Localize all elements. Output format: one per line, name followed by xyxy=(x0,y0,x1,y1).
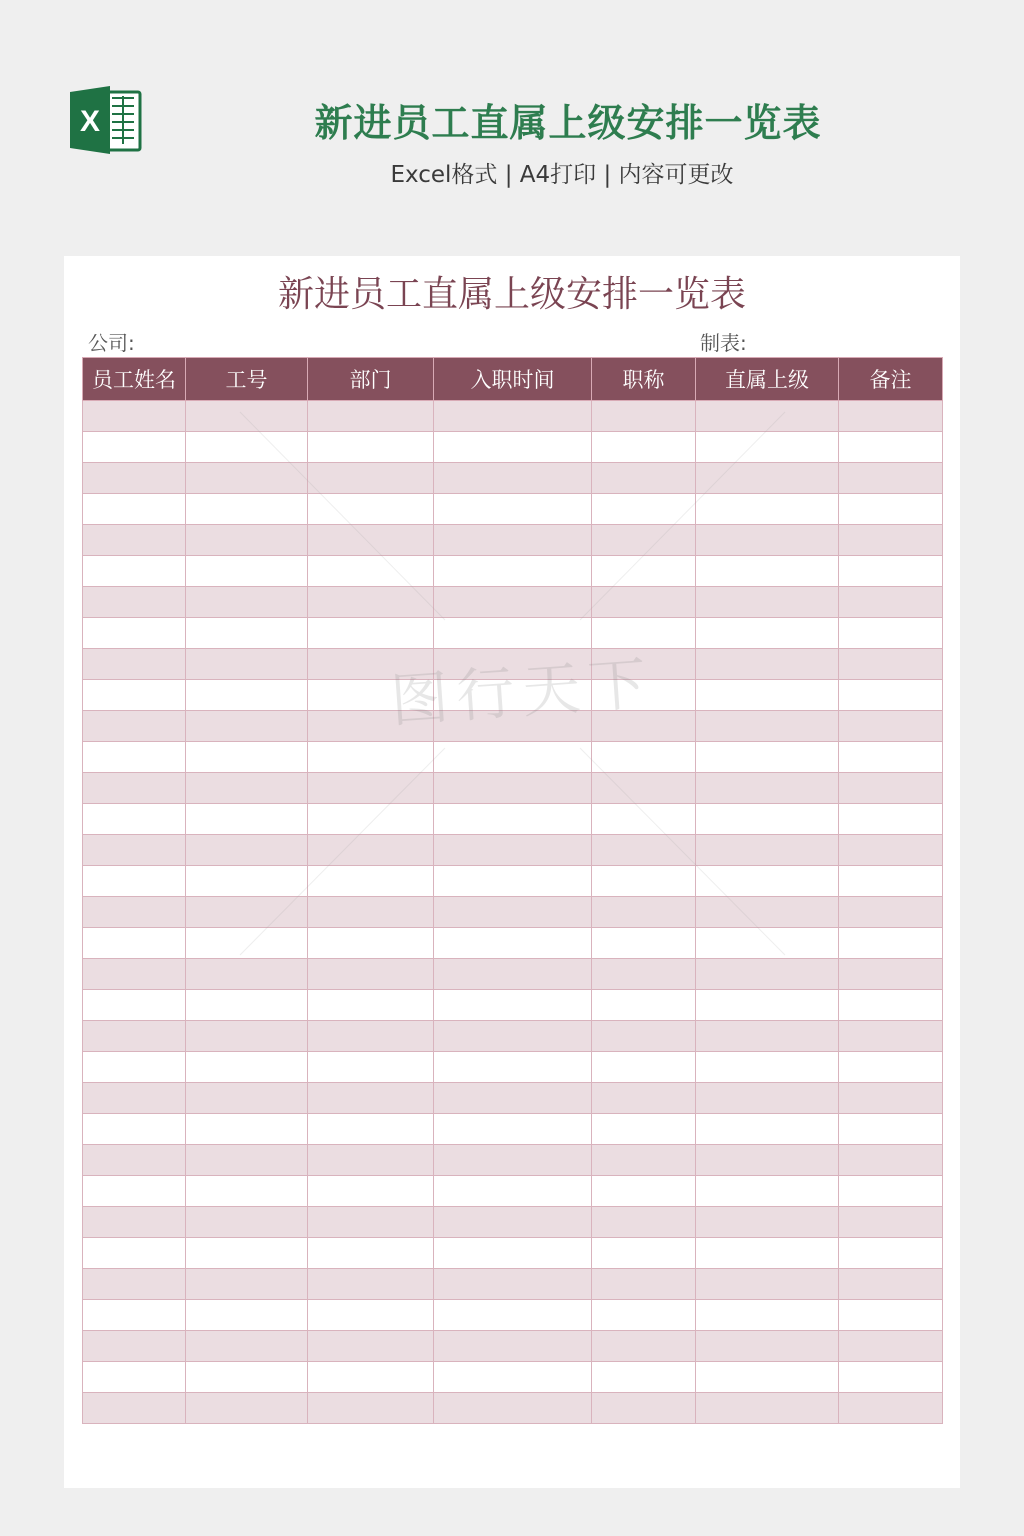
table-cell[interactable] xyxy=(696,1362,839,1393)
table-cell[interactable] xyxy=(839,432,943,463)
table-cell[interactable] xyxy=(434,959,592,990)
table-cell[interactable] xyxy=(839,680,943,711)
table-cell[interactable] xyxy=(696,835,839,866)
table-cell[interactable] xyxy=(83,711,186,742)
table-cell[interactable] xyxy=(839,1083,943,1114)
table-row xyxy=(83,742,943,773)
table-cell[interactable] xyxy=(696,649,839,680)
table-row xyxy=(83,432,943,463)
table-cell[interactable] xyxy=(592,959,696,990)
table-cell[interactable] xyxy=(434,1238,592,1269)
table-cell[interactable] xyxy=(434,804,592,835)
excel-logo-letter: X xyxy=(79,105,101,138)
table-cell[interactable] xyxy=(308,1393,434,1424)
table-cell[interactable] xyxy=(592,1269,696,1300)
table-cell[interactable] xyxy=(186,959,308,990)
table-cell[interactable] xyxy=(839,897,943,928)
table-cell[interactable] xyxy=(839,494,943,525)
table-cell[interactable] xyxy=(592,1114,696,1145)
table-cell[interactable] xyxy=(83,990,186,1021)
table-cell[interactable] xyxy=(592,649,696,680)
table-cell[interactable] xyxy=(308,804,434,835)
table-cell[interactable] xyxy=(696,928,839,959)
table-cell[interactable] xyxy=(186,1176,308,1207)
table-cell[interactable] xyxy=(308,1362,434,1393)
table-cell[interactable] xyxy=(186,587,308,618)
column-header-name: 员工姓名 xyxy=(83,358,186,401)
table-cell[interactable] xyxy=(592,928,696,959)
table-cell[interactable] xyxy=(434,556,592,587)
table-cell[interactable] xyxy=(592,1021,696,1052)
table-cell[interactable] xyxy=(696,1300,839,1331)
table-cell[interactable] xyxy=(434,432,592,463)
sheet-title: 新进员工直属上级安排一览表 xyxy=(277,274,746,315)
table-cell[interactable] xyxy=(592,556,696,587)
table-cell[interactable] xyxy=(308,1145,434,1176)
table-cell[interactable] xyxy=(186,804,308,835)
table-row xyxy=(83,1207,943,1238)
table-cell[interactable] xyxy=(434,711,592,742)
table-cell[interactable] xyxy=(434,618,592,649)
table-cell[interactable] xyxy=(696,463,839,494)
table-cell[interactable] xyxy=(839,804,943,835)
table-cell[interactable] xyxy=(839,463,943,494)
hero-title: 新进员工直属上级安排一览表 xyxy=(314,101,822,145)
excel-icon xyxy=(68,84,142,156)
table-cell[interactable] xyxy=(839,1145,943,1176)
table-row xyxy=(83,494,943,525)
table-cell[interactable] xyxy=(434,649,592,680)
table-cell[interactable] xyxy=(308,835,434,866)
table-cell[interactable] xyxy=(83,866,186,897)
table-cell[interactable] xyxy=(839,959,943,990)
table-row xyxy=(83,897,943,928)
table-cell[interactable] xyxy=(839,618,943,649)
table-cell[interactable] xyxy=(696,618,839,649)
table-cell[interactable] xyxy=(308,1269,434,1300)
table-cell[interactable] xyxy=(308,773,434,804)
table-cell[interactable] xyxy=(186,680,308,711)
table-cell[interactable] xyxy=(83,1362,186,1393)
table-cell[interactable] xyxy=(308,401,434,432)
table-row xyxy=(83,835,943,866)
table-cell[interactable] xyxy=(83,680,186,711)
table-row xyxy=(83,556,943,587)
table-cell[interactable] xyxy=(592,1331,696,1362)
table-cell[interactable] xyxy=(83,959,186,990)
table-cell[interactable] xyxy=(592,1362,696,1393)
table-cell[interactable] xyxy=(696,1269,839,1300)
table-cell[interactable] xyxy=(592,866,696,897)
table-cell[interactable] xyxy=(186,463,308,494)
table-cell[interactable] xyxy=(186,773,308,804)
table-cell[interactable] xyxy=(308,649,434,680)
table-cell[interactable] xyxy=(83,897,186,928)
table-cell[interactable] xyxy=(186,1207,308,1238)
table-cell[interactable] xyxy=(696,773,839,804)
table-cell[interactable] xyxy=(592,804,696,835)
table-cell[interactable] xyxy=(83,1114,186,1145)
table-cell[interactable] xyxy=(592,1300,696,1331)
table-cell[interactable] xyxy=(186,1393,308,1424)
table-cell[interactable] xyxy=(592,494,696,525)
table-row xyxy=(83,401,943,432)
table-cell[interactable] xyxy=(186,432,308,463)
table-cell[interactable] xyxy=(186,1300,308,1331)
table-cell[interactable] xyxy=(434,866,592,897)
table-cell[interactable] xyxy=(434,1021,592,1052)
table-cell[interactable] xyxy=(83,587,186,618)
column-header-hire-date: 入职时间 xyxy=(434,358,592,401)
table-cell[interactable] xyxy=(839,587,943,618)
table-cell[interactable] xyxy=(696,401,839,432)
table-row xyxy=(83,525,943,556)
table-cell[interactable] xyxy=(83,1052,186,1083)
table-cell[interactable] xyxy=(83,835,186,866)
table-cell[interactable] xyxy=(592,525,696,556)
table-cell[interactable] xyxy=(186,1021,308,1052)
table-cell[interactable] xyxy=(839,711,943,742)
table-cell[interactable] xyxy=(592,1176,696,1207)
table-header-row xyxy=(83,358,943,401)
table-cell[interactable] xyxy=(696,1114,839,1145)
table-row xyxy=(83,618,943,649)
table-cell[interactable] xyxy=(434,1207,592,1238)
table-cell[interactable] xyxy=(83,494,186,525)
table-cell[interactable] xyxy=(696,959,839,990)
table-cell[interactable] xyxy=(839,742,943,773)
table-cell[interactable] xyxy=(592,1052,696,1083)
table-row xyxy=(83,1021,943,1052)
table-cell[interactable] xyxy=(186,1114,308,1145)
table-body xyxy=(83,401,943,1424)
table-row xyxy=(83,587,943,618)
table-cell[interactable] xyxy=(592,587,696,618)
table-cell[interactable] xyxy=(83,804,186,835)
column-header-department: 部门 xyxy=(308,358,434,401)
table-cell[interactable] xyxy=(434,990,592,1021)
table-cell[interactable] xyxy=(696,711,839,742)
table-cell[interactable] xyxy=(83,525,186,556)
table-cell[interactable] xyxy=(186,711,308,742)
table-cell[interactable] xyxy=(186,649,308,680)
table-cell[interactable] xyxy=(83,556,186,587)
table-cell[interactable] xyxy=(592,1145,696,1176)
table-cell[interactable] xyxy=(83,1145,186,1176)
table-cell[interactable] xyxy=(308,1083,434,1114)
table-cell[interactable] xyxy=(186,866,308,897)
table-cell[interactable] xyxy=(83,618,186,649)
table-cell[interactable] xyxy=(186,928,308,959)
table-cell[interactable] xyxy=(839,835,943,866)
table-cell[interactable] xyxy=(592,1238,696,1269)
table-cell[interactable] xyxy=(696,742,839,773)
table-cell[interactable] xyxy=(592,1393,696,1424)
table-cell[interactable] xyxy=(696,525,839,556)
table-cell[interactable] xyxy=(839,866,943,897)
table-cell[interactable] xyxy=(839,1052,943,1083)
table-cell[interactable] xyxy=(434,494,592,525)
table-cell[interactable] xyxy=(308,1176,434,1207)
table-cell[interactable] xyxy=(186,990,308,1021)
schedule-table-wrap xyxy=(82,357,942,1424)
table-cell[interactable] xyxy=(434,1083,592,1114)
table-cell[interactable] xyxy=(839,990,943,1021)
table-cell[interactable] xyxy=(434,835,592,866)
column-header-id: 工号 xyxy=(186,358,308,401)
table-cell[interactable] xyxy=(186,742,308,773)
table-cell[interactable] xyxy=(592,990,696,1021)
table-cell[interactable] xyxy=(308,742,434,773)
table-cell[interactable] xyxy=(83,1238,186,1269)
table-cell[interactable] xyxy=(83,1021,186,1052)
table-cell[interactable] xyxy=(83,1331,186,1362)
table-cell[interactable] xyxy=(186,1052,308,1083)
table-cell[interactable] xyxy=(839,1269,943,1300)
table-cell[interactable] xyxy=(434,525,592,556)
table-cell[interactable] xyxy=(696,804,839,835)
table-row xyxy=(83,1331,943,1362)
table-cell[interactable] xyxy=(696,556,839,587)
table-cell[interactable] xyxy=(186,1269,308,1300)
table-row xyxy=(83,1083,943,1114)
table-row xyxy=(83,1176,943,1207)
table-cell[interactable] xyxy=(186,401,308,432)
table-cell[interactable] xyxy=(83,742,186,773)
table-cell[interactable] xyxy=(186,897,308,928)
table-cell[interactable] xyxy=(308,1052,434,1083)
table-cell[interactable] xyxy=(186,1362,308,1393)
table-cell[interactable] xyxy=(696,432,839,463)
table-row xyxy=(83,680,943,711)
table-cell[interactable] xyxy=(592,432,696,463)
table-cell[interactable] xyxy=(592,1083,696,1114)
table-cell[interactable] xyxy=(592,835,696,866)
table-cell[interactable] xyxy=(308,1300,434,1331)
table-cell[interactable] xyxy=(83,463,186,494)
table-cell[interactable] xyxy=(308,680,434,711)
table-cell[interactable] xyxy=(434,680,592,711)
table-cell[interactable] xyxy=(839,525,943,556)
table-cell[interactable] xyxy=(434,1114,592,1145)
table-row xyxy=(83,1269,943,1300)
table-cell[interactable] xyxy=(308,866,434,897)
table-cell[interactable] xyxy=(839,1114,943,1145)
table-cell[interactable] xyxy=(186,1238,308,1269)
table-cell[interactable] xyxy=(186,1083,308,1114)
table-cell[interactable] xyxy=(839,556,943,587)
table-cell[interactable] xyxy=(434,773,592,804)
table-cell[interactable] xyxy=(308,1207,434,1238)
table-cell[interactable] xyxy=(434,463,592,494)
maker-label: 制表: xyxy=(700,331,747,355)
table-cell[interactable] xyxy=(83,401,186,432)
table-cell[interactable] xyxy=(839,1393,943,1424)
table-row xyxy=(83,990,943,1021)
table-cell[interactable] xyxy=(434,1331,592,1362)
table-cell[interactable] xyxy=(839,928,943,959)
table-cell[interactable] xyxy=(434,1362,592,1393)
table-cell[interactable] xyxy=(839,649,943,680)
table-cell[interactable] xyxy=(434,1052,592,1083)
table-cell[interactable] xyxy=(308,463,434,494)
table-row xyxy=(83,1393,943,1424)
table-cell[interactable] xyxy=(308,618,434,649)
table-cell[interactable] xyxy=(592,742,696,773)
table-cell[interactable] xyxy=(839,401,943,432)
table-cell[interactable] xyxy=(308,959,434,990)
table-cell[interactable] xyxy=(186,835,308,866)
table-cell[interactable] xyxy=(696,1331,839,1362)
table-cell[interactable] xyxy=(186,618,308,649)
table-cell[interactable] xyxy=(696,1176,839,1207)
table-cell[interactable] xyxy=(434,401,592,432)
table-row xyxy=(83,1052,943,1083)
table-cell[interactable] xyxy=(839,1021,943,1052)
table-cell[interactable] xyxy=(592,401,696,432)
table-cell[interactable] xyxy=(186,556,308,587)
table-row xyxy=(83,1238,943,1269)
table-cell[interactable] xyxy=(308,494,434,525)
table-row xyxy=(83,959,943,990)
table-cell[interactable] xyxy=(434,1176,592,1207)
table-cell[interactable] xyxy=(308,711,434,742)
table-cell[interactable] xyxy=(696,897,839,928)
column-header-notes: 备注 xyxy=(839,358,943,401)
table-cell[interactable] xyxy=(696,1052,839,1083)
column-header-title: 职称 xyxy=(592,358,696,401)
table-cell[interactable] xyxy=(308,525,434,556)
table-cell[interactable] xyxy=(186,494,308,525)
table-cell[interactable] xyxy=(308,1331,434,1362)
table-cell[interactable] xyxy=(308,897,434,928)
table-cell[interactable] xyxy=(696,990,839,1021)
table-cell[interactable] xyxy=(696,494,839,525)
table-cell[interactable] xyxy=(83,1393,186,1424)
table-cell[interactable] xyxy=(83,928,186,959)
table-cell[interactable] xyxy=(308,587,434,618)
table-row xyxy=(83,1300,943,1331)
table-cell[interactable] xyxy=(696,1207,839,1238)
table-cell[interactable] xyxy=(308,1238,434,1269)
table-cell[interactable] xyxy=(83,773,186,804)
table-cell[interactable] xyxy=(839,1207,943,1238)
table-cell[interactable] xyxy=(592,680,696,711)
table-cell[interactable] xyxy=(434,1269,592,1300)
table-cell[interactable] xyxy=(696,866,839,897)
table-row xyxy=(83,866,943,897)
hero-subtitle: Excel格式 | A4打印 | 内容可更改 xyxy=(390,162,734,188)
table-cell[interactable] xyxy=(83,1083,186,1114)
table-cell[interactable] xyxy=(434,742,592,773)
table-row xyxy=(83,711,943,742)
table-cell[interactable] xyxy=(696,587,839,618)
table-cell[interactable] xyxy=(839,773,943,804)
table-cell[interactable] xyxy=(186,1331,308,1362)
table-cell[interactable] xyxy=(308,556,434,587)
table-cell[interactable] xyxy=(434,1145,592,1176)
table-row xyxy=(83,773,943,804)
table-cell[interactable] xyxy=(83,1269,186,1300)
table-cell[interactable] xyxy=(186,525,308,556)
table-row xyxy=(83,1114,943,1145)
table-row xyxy=(83,928,943,959)
table-cell[interactable] xyxy=(434,928,592,959)
table-cell[interactable] xyxy=(839,1176,943,1207)
table-cell[interactable] xyxy=(592,897,696,928)
table-cell[interactable] xyxy=(696,1083,839,1114)
table-cell[interactable] xyxy=(592,1207,696,1238)
table-cell[interactable] xyxy=(308,928,434,959)
table-cell[interactable] xyxy=(434,1300,592,1331)
company-label: 公司: xyxy=(88,331,135,355)
table-cell[interactable] xyxy=(696,1238,839,1269)
table-row xyxy=(83,649,943,680)
table-cell[interactable] xyxy=(434,587,592,618)
table-cell[interactable] xyxy=(696,1145,839,1176)
table-cell[interactable] xyxy=(308,432,434,463)
table-cell[interactable] xyxy=(696,680,839,711)
table-cell[interactable] xyxy=(839,1300,943,1331)
table-cell[interactable] xyxy=(83,1300,186,1331)
table-row xyxy=(83,804,943,835)
table-cell[interactable] xyxy=(83,432,186,463)
table-cell[interactable] xyxy=(434,897,592,928)
table-cell[interactable] xyxy=(592,773,696,804)
table-cell[interactable] xyxy=(839,1362,943,1393)
table-cell[interactable] xyxy=(308,1114,434,1145)
table-cell[interactable] xyxy=(83,1176,186,1207)
table-cell[interactable] xyxy=(696,1393,839,1424)
table-cell[interactable] xyxy=(83,649,186,680)
table-cell[interactable] xyxy=(839,1331,943,1362)
table-cell[interactable] xyxy=(308,990,434,1021)
table-row xyxy=(83,1145,943,1176)
table-cell[interactable] xyxy=(592,711,696,742)
schedule-table xyxy=(82,357,943,1424)
table-row xyxy=(83,463,943,494)
table-cell[interactable] xyxy=(592,463,696,494)
table-row xyxy=(83,1362,943,1393)
column-header-supervisor: 直属上级 xyxy=(696,358,839,401)
table-cell[interactable] xyxy=(186,1145,308,1176)
table-cell[interactable] xyxy=(696,1021,839,1052)
table-cell[interactable] xyxy=(434,1393,592,1424)
table-cell[interactable] xyxy=(839,1238,943,1269)
table-cell[interactable] xyxy=(308,1021,434,1052)
table-cell[interactable] xyxy=(592,618,696,649)
table-cell[interactable] xyxy=(83,1207,186,1238)
